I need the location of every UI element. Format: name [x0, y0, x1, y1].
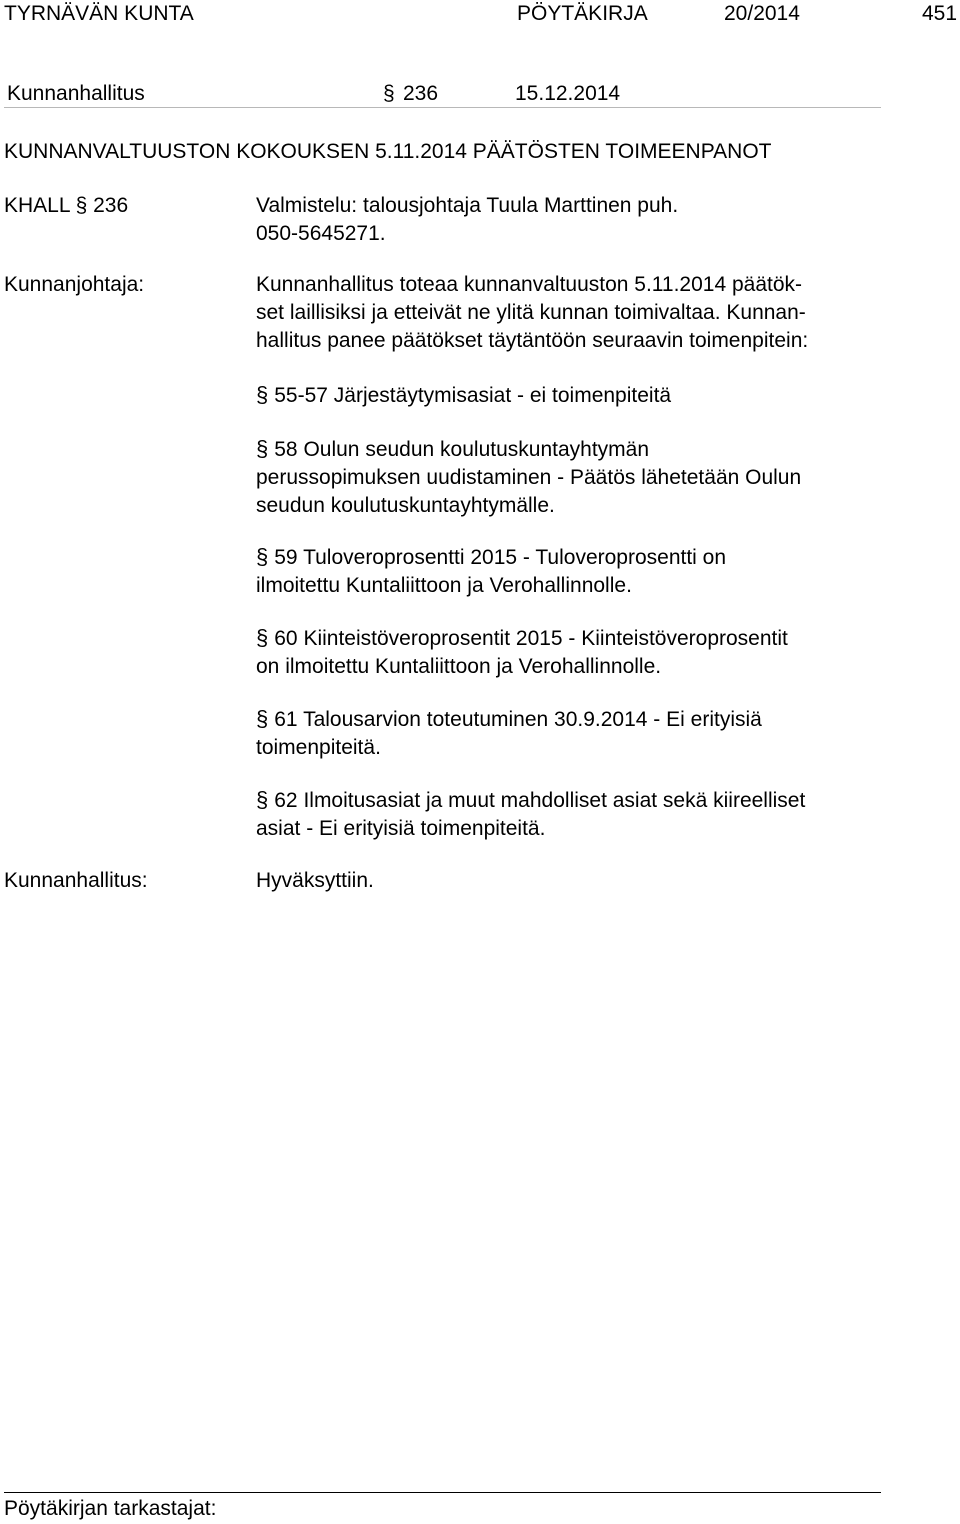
footer-divider [4, 1492, 881, 1493]
proposal-line: hallitus panee päätökset täytäntöön seuraavin toimenpitein: [256, 329, 809, 352]
section-symbol: § [383, 82, 395, 105]
section-sign-icon: § [256, 382, 269, 407]
list-item: § 59 Tuloveroprosentti 2015 - Tuloveroprosentti on ilmoitettu Kuntaliittoon ja Verohallinnolle. [256, 544, 727, 597]
header-divider [4, 107, 881, 108]
proposal-text [256, 271, 946, 355]
list-item: § 62 Ilmoitusasiat ja muut mahdolliset asiat sekä kiireelliset asiat - Ei erityisiä toimenpiteitä. [256, 787, 806, 840]
preparation-text [256, 192, 946, 248]
municipality-name: TYRNÄVÄN KUNTA [4, 2, 194, 25]
section-sign-icon: § [256, 436, 269, 461]
decision-label: Kunnanhallitus: [4, 869, 148, 892]
section-sign-icon: § [256, 706, 269, 731]
meeting-body: Kunnanhallitus [7, 82, 145, 105]
meeting-date: 15.12.2014 [515, 82, 621, 105]
section-sign-icon: § [256, 625, 269, 650]
document-type: PÖYTÄKIRJA [517, 2, 648, 25]
section-sign-icon: § [256, 544, 269, 569]
proposal-label: Kunnanjohtaja: [4, 273, 145, 296]
page-title: KUNNANVALTUUSTON KOKOUKSEN 5.11.2014 PÄÄTÖSTEN TOIMEENPANOT [4, 140, 772, 163]
list-item: § 55-57 Järjestäytymisasiat - ei toimenpiteitä [256, 382, 672, 407]
list-item: § 61 Talousarvion toteutuminen 30.9.2014 - Ei erityisiä toimenpiteitä. [256, 706, 762, 759]
proposal-line: set laillisiksi ja etteivät ne ylitä kunnan toimivaltaa. Kunnan- [256, 301, 806, 324]
section-sign-icon: § [256, 787, 269, 812]
list-item: § 58 Oulun seudun koulutuskuntayhtymän perussopimuksen uudistaminen - Päätös lähetetään Oulun seudun koulutuskuntayhtymälle. [256, 436, 802, 517]
footer-label: Pöytäkirjan tarkastajat: [4, 1497, 217, 1520]
preparation-label: KHALL § 236 [4, 194, 129, 217]
proposal-line: Kunnanhallitus toteaa kunnanvaltuuston 5.11.2014 päätök- [256, 273, 803, 296]
document-number: 20/2014 [724, 2, 800, 25]
preparation-line: 050-5645271. [256, 222, 386, 245]
section-number: 236 [403, 82, 439, 105]
preparation-line: Valmistelu: talousjohtaja Tuula Marttinen puh. [256, 194, 679, 217]
decision-text: Hyväksyttiin. [256, 869, 374, 892]
page-number: 451 [922, 2, 958, 25]
list-item: § 60 Kiinteistöveroprosentit 2015 - Kiinteistöveroprosentit on ilmoitettu Kuntaliittoon ja Verohallinnolle. [256, 625, 788, 678]
